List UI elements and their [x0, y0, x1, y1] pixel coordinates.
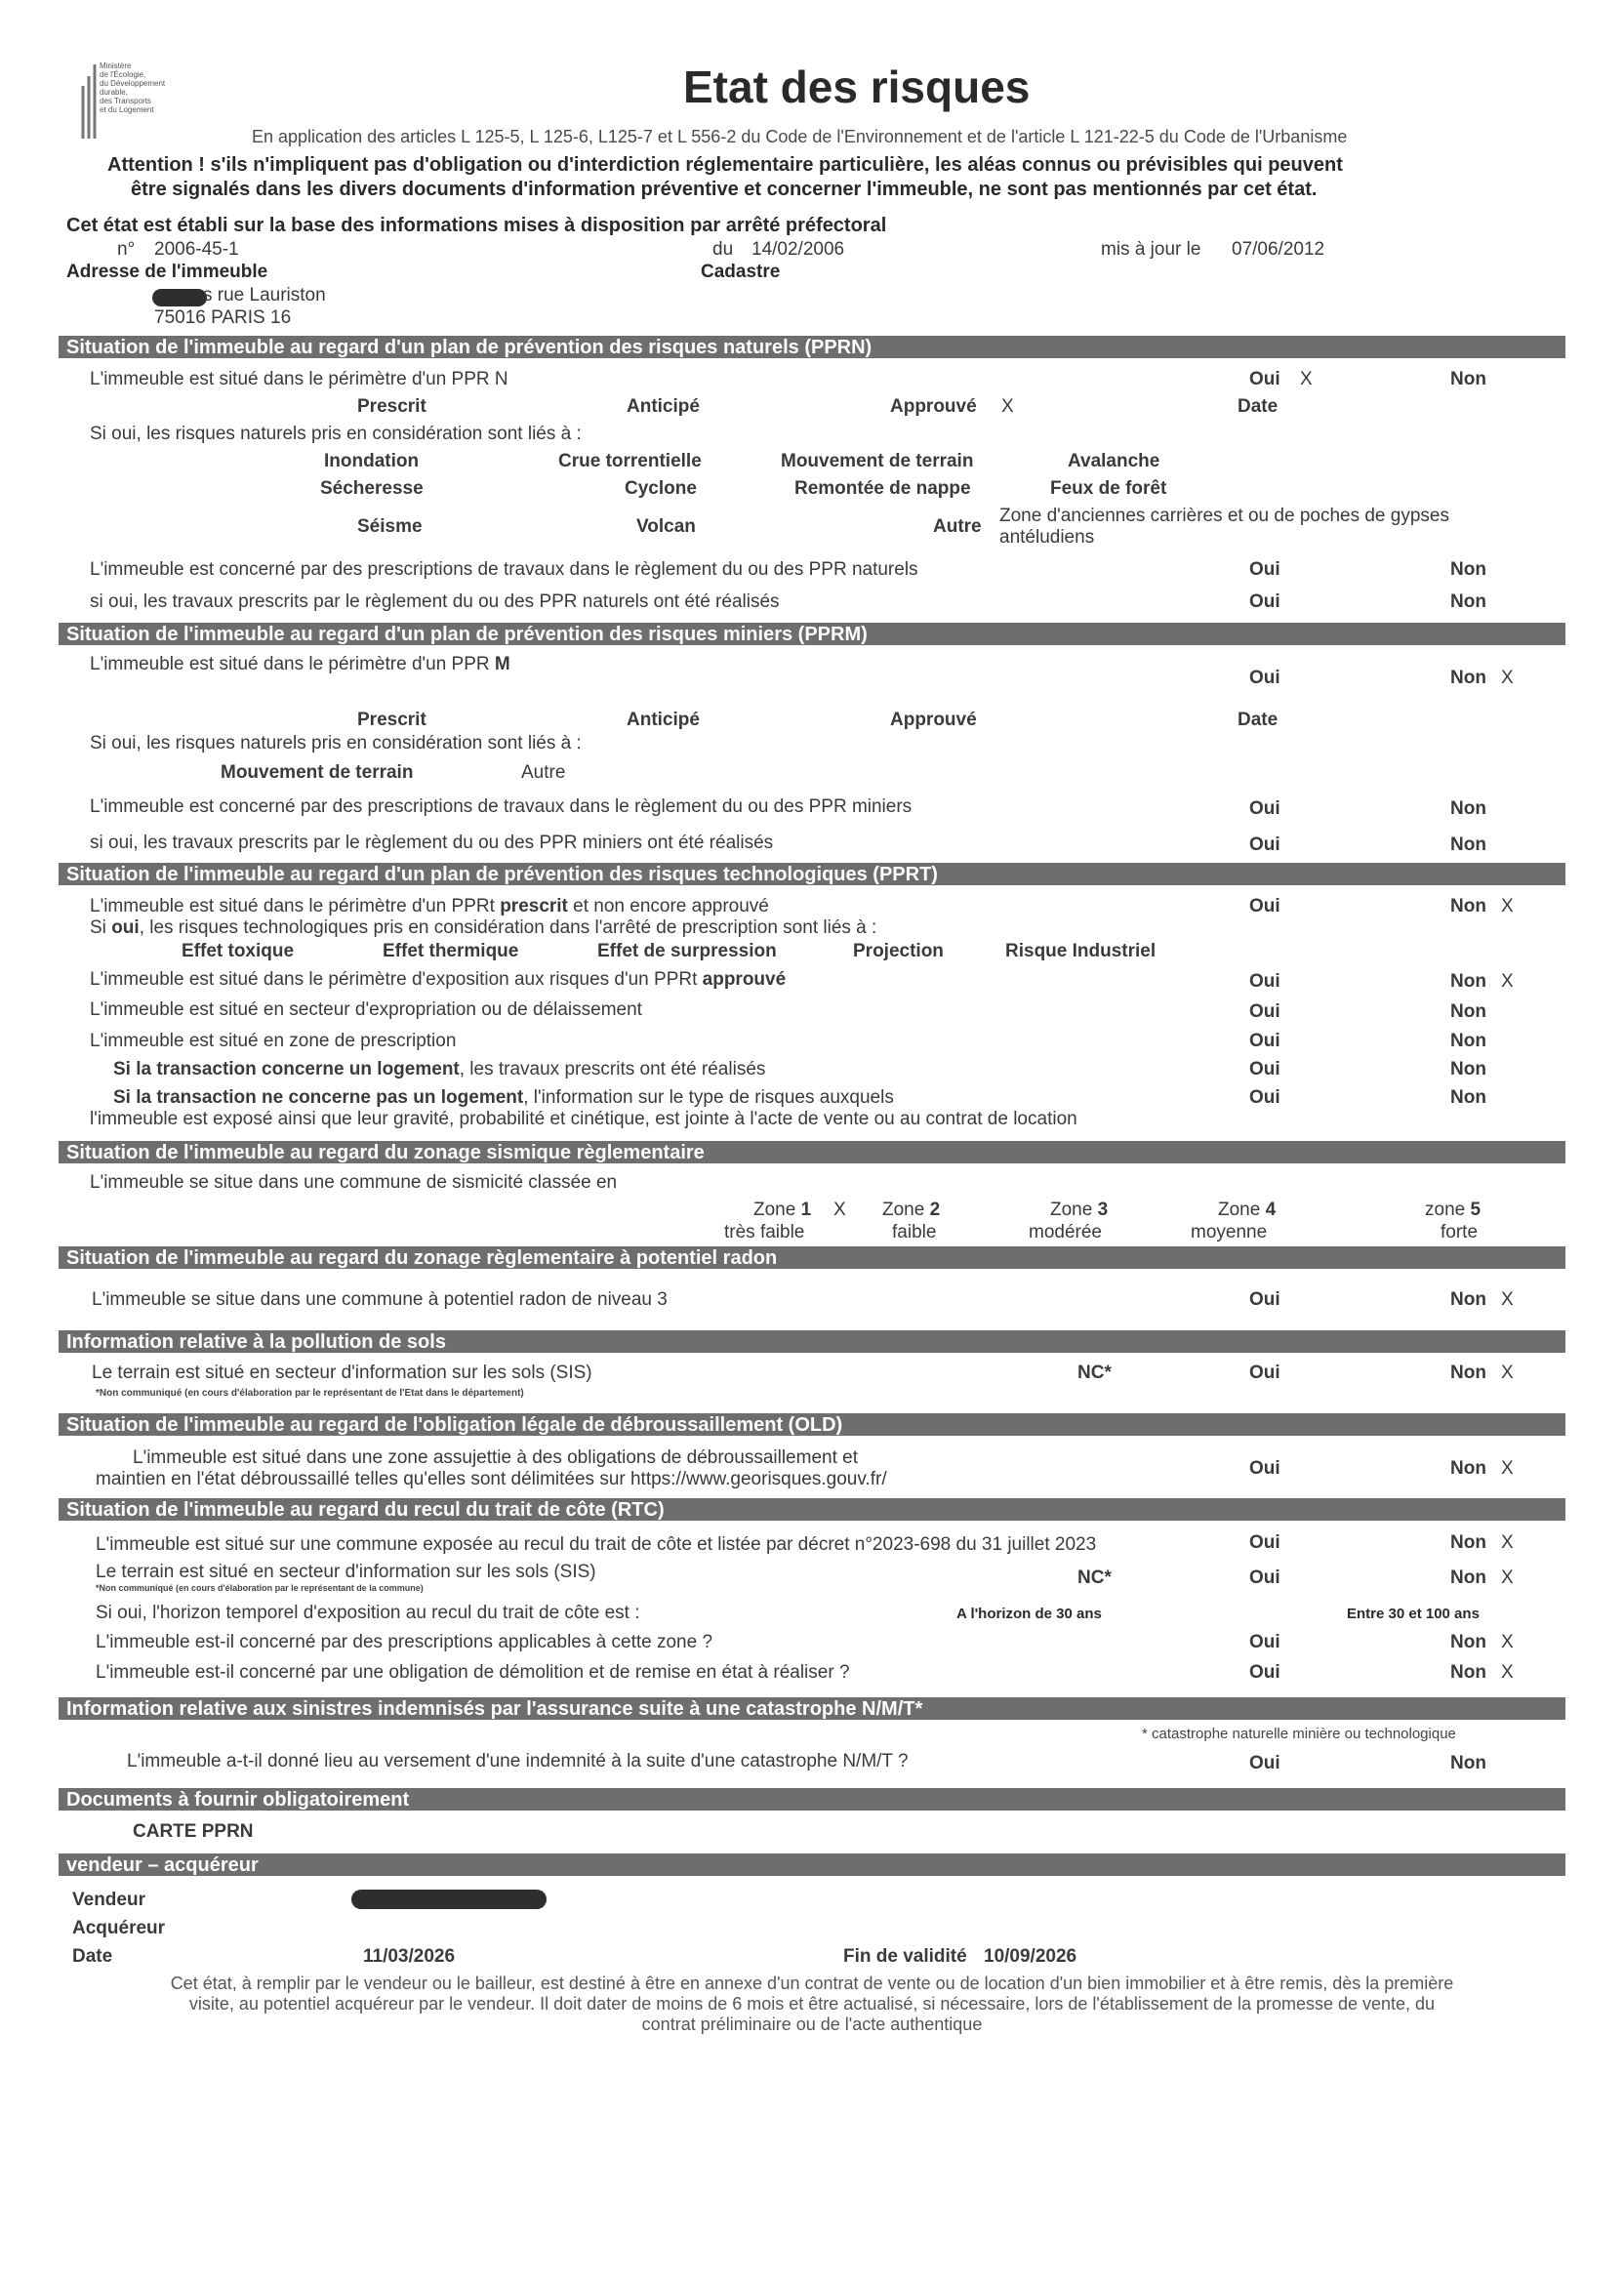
pprt-l2b: oui: [111, 917, 140, 938]
pprt-l1b: prescrit: [500, 896, 568, 916]
old-non-mark: X: [1501, 1458, 1514, 1479]
pprt-line-8: l'immeuble est exposé ainsi que leur gravité, probabilité et cinétique, est jointe à l'acte de vente ou au contrat de location: [90, 1109, 1077, 1129]
zone-3-label: modérée: [1029, 1222, 1102, 1242]
zone-4-word: Zone: [1218, 1200, 1261, 1220]
date-value: 11/03/2026: [363, 1946, 456, 1967]
pprt-l1a: L'immeuble est situé dans le périmètre d'un PPRt: [90, 896, 495, 916]
pprm-prescriptions-oui: Oui: [1249, 798, 1280, 819]
rtc-l5-non-mark: X: [1501, 1662, 1514, 1683]
pprt-l6-non: Non: [1450, 1059, 1486, 1079]
footer-line-1: Cet état, à remplir par le vendeur ou le bailleur, est destiné à être en annexe d'un contrat de vente ou de location d'un bien immobilier et à être remis, dès la première: [170, 1974, 1454, 1993]
pprn-perimetre-oui: Oui: [1249, 369, 1280, 389]
pprn-travaux: si oui, les travaux prescrits par le règlement du ou des PPR naturels ont été réalisés: [90, 591, 780, 612]
rtc-line-3: Si oui, l'horizon temporel d'exposition au recul du trait de côte est :: [96, 1603, 640, 1623]
pprt-line-4: L'immeuble est situé en secteur d'expropriation ou de délaissement: [90, 999, 642, 1020]
risk-secheresse: Sécheresse: [320, 478, 424, 499]
rtc-l5-oui: Oui: [1249, 1662, 1280, 1683]
risk-inondation: Inondation: [324, 451, 420, 471]
risk-mouvement: Mouvement de terrain: [781, 451, 974, 471]
risk-autre-value-1: Zone d'anciennes carrières et ou de poches de gypses: [999, 506, 1449, 526]
attention-line-1: Attention ! s'ils n'impliquent pas d'obligation ou d'interdiction réglementaire particulière, les aléas connus ou prévisibles qui peuvent: [107, 154, 1343, 176]
radon-line: L'immeuble se situe dans une commune à potentiel radon de niveau 3: [92, 1289, 668, 1310]
zone-2: [882, 1200, 940, 1221]
section-parties-header: [59, 1853, 1565, 1876]
sinistres-line: L'immeuble a-t-il donné lieu au versement d'une indemnité à la suite d'une catastrophe N/M/T ?: [127, 1751, 909, 1771]
pprm-perimetre-text: L'immeuble est situé dans le périmètre d'un PPR: [90, 654, 490, 674]
radon-oui: Oui: [1249, 1289, 1280, 1310]
pprn-perimetre-non: Non: [1450, 369, 1486, 389]
zone-2-num: 2: [929, 1200, 941, 1220]
zone-2-label: faible: [892, 1222, 937, 1242]
pprm-date: Date: [1238, 710, 1279, 730]
footer-line-2: visite, au potentiel acquéreur par le vendeur. Il doit dater de moins de 6 mois et être actualisé, si nécessaire, lors de l'établissement de la promesse de vente, du: [188, 1994, 1436, 2014]
pollution-note: *Non communiqué (en cours d'élaboration par le représentant de l'Etat dans le département): [96, 1388, 524, 1399]
old-oui: Oui: [1249, 1458, 1280, 1479]
pprn-prescriptions: L'immeuble est concerné par des prescriptions de travaux dans le règlement du ou des PPR naturels: [90, 559, 918, 580]
effet-thermique: Effet thermique: [383, 941, 519, 961]
acquereur-label: Acquéreur: [72, 1918, 166, 1938]
zone-1-word: Zone: [753, 1200, 796, 1220]
sinistres-oui: Oui: [1249, 1753, 1280, 1773]
pprm-travaux-non: Non: [1450, 835, 1486, 855]
rtc-l1-oui: Oui: [1249, 1532, 1280, 1553]
zone-1-mark: X: [833, 1200, 846, 1220]
section-pprm-header: [59, 623, 1565, 645]
pollution-non-mark: X: [1501, 1363, 1514, 1383]
section-sinistres-title: Information relative aux sinistres indemnisés par l'assurance suite à une catastrophe N/M/T*: [66, 1698, 923, 1720]
pollution-oui: Oui: [1249, 1363, 1280, 1383]
zone-2-word: Zone: [882, 1200, 925, 1220]
rtc-line-5: L'immeuble est-il concerné par une obligation de démolition et de remise en état à réaliser ?: [96, 1662, 850, 1683]
section-pprm-title: Situation de l'immeuble au regard d'un plan de prévention des risques miniers (PPRM): [66, 624, 868, 645]
pprm-travaux-oui: Oui: [1249, 835, 1280, 855]
pprn-approuve: Approuvé: [890, 396, 977, 417]
rtc-l2-oui: Oui: [1249, 1568, 1280, 1588]
base-intro: Cet état est établi sur la base des informations mises à disposition par arrêté préfectoral: [66, 215, 887, 236]
pprt-l3a: L'immeuble est situé dans le périmètre d'exposition aux risques d'un PPRt: [90, 969, 698, 990]
rtc-line-1: L'immeuble est situé sur une commune exposée au recul du trait de côte et listée par décret n°2023-698 du 31 juillet 2023: [96, 1534, 1097, 1555]
radon-non-mark: X: [1501, 1289, 1514, 1310]
section-pollution-title: Information relative à la pollution de sols: [66, 1331, 446, 1353]
pprn-perimetre: L'immeuble est situé dans le périmètre d'un PPR N: [90, 369, 508, 389]
rtc-l2-non-mark: X: [1501, 1568, 1514, 1588]
rtc-l1-non-mark: X: [1501, 1532, 1514, 1553]
cadastre-label: Cadastre: [701, 262, 781, 282]
sinistres-note: * catastrophe naturelle minière ou technologique: [1142, 1726, 1456, 1742]
pprn-perimetre-oui-mark: X: [1300, 369, 1313, 389]
pprt-l3b: approuvé: [702, 969, 787, 990]
pprn-approuve-mark: X: [1001, 396, 1014, 417]
effet-surpression: Effet de surpression: [597, 941, 777, 961]
rtc-l2-non: Non: [1450, 1568, 1486, 1588]
pprn-travaux-oui: Oui: [1249, 591, 1280, 612]
pprt-l2a: Si: [90, 917, 106, 938]
pprm-prescriptions-non: Non: [1450, 798, 1486, 819]
maj-label: mis à jour le: [1101, 239, 1201, 260]
document-item: CARTE PPRN: [133, 1821, 254, 1842]
du-label: du: [712, 239, 734, 260]
section-sismique-title: Situation de l'immeuble au regard du zonage sismique règlementaire: [66, 1142, 705, 1163]
rtc-horizon-100: Entre 30 et 100 ans: [1347, 1606, 1480, 1622]
pprt-l7a: Si la transaction ne concerne pas un logement: [113, 1087, 524, 1108]
risk-feux: Feux de forêt: [1050, 478, 1167, 499]
zone-5: [1425, 1200, 1481, 1221]
rtc-l1-non: Non: [1450, 1532, 1486, 1553]
attention-line-2: être signalés dans les divers documents d'information préventive et concerner l'immeuble, ne sont pas mentionnés par cet état.: [131, 179, 1318, 200]
section-pprn-header: [59, 336, 1565, 358]
pprm-prescrit: Prescrit: [357, 710, 426, 730]
arrete-number: 2006-45-1: [154, 239, 239, 260]
effet-projection: Projection: [853, 941, 944, 961]
section-old-header: [59, 1413, 1565, 1436]
pprt-line-3: [90, 969, 786, 991]
address-line-2: 75016 PARIS 16: [154, 307, 292, 328]
zone-3-num: 3: [1097, 1200, 1109, 1220]
risk-volcan: Volcan: [636, 516, 696, 537]
rtc-line-2: Le terrain est situé en secteur d'information sur les sols (SIS): [96, 1562, 596, 1582]
pprt-l6a: Si la transaction concerne un logement: [113, 1059, 460, 1079]
rtc-l4-non-mark: X: [1501, 1632, 1514, 1652]
section-sismique-header: [59, 1141, 1565, 1163]
pprt-l3-non-mark: X: [1501, 971, 1514, 992]
pprt-l6-oui: Oui: [1249, 1059, 1280, 1079]
risk-cyclone: Cyclone: [625, 478, 697, 499]
effet-risque-industriel: Risque Industriel: [1005, 941, 1157, 961]
pollution-line: Le terrain est situé en secteur d'information sur les sols (SIS): [92, 1363, 592, 1383]
pprt-l4-non: Non: [1450, 1001, 1486, 1022]
pprt-line-7: [113, 1087, 894, 1109]
date-label: Date: [72, 1946, 113, 1967]
section-documents-header: [59, 1788, 1565, 1811]
n-label: n°: [117, 239, 136, 260]
pprm-mouvement: Mouvement de terrain: [221, 762, 414, 783]
pprt-line-5: L'immeuble est situé en zone de prescription: [90, 1031, 457, 1051]
rtc-l4-oui: Oui: [1249, 1632, 1280, 1652]
arrete-date: 14/02/2006: [751, 239, 845, 260]
pprt-l1-non: Non: [1450, 896, 1486, 916]
old-line-2: maintien en l'état débroussaillé telles qu'elles sont délimitées sur https://www.georisques.gouv.fr/: [96, 1469, 887, 1489]
pprt-l3-oui: Oui: [1249, 971, 1280, 992]
pprt-l7b: , l'information sur le type de risques auxquels: [523, 1087, 894, 1108]
pprn-prescriptions-oui: Oui: [1249, 559, 1280, 580]
pprm-perimetre-m: M: [494, 654, 510, 674]
rtc-l4-non: Non: [1450, 1632, 1486, 1652]
pprn-si-oui: Si oui, les risques naturels pris en considération sont liés à :: [90, 424, 582, 444]
adresse-label: Adresse de l'immeuble: [66, 262, 268, 282]
redacted-vendeur-name: [351, 1890, 547, 1909]
risk-nappe: Remontée de nappe: [794, 478, 971, 499]
pprt-l2c: , les risques technologiques pris en considération dans l'arrêté de prescription sont liés à :: [139, 917, 877, 938]
zone-1: [753, 1200, 811, 1221]
page-title: Etat des risques: [683, 61, 1031, 112]
pprt-l5-oui: Oui: [1249, 1031, 1280, 1051]
rtc-horizon-30: A l'horizon de 30 ans: [956, 1606, 1102, 1622]
zone-3: [1050, 1200, 1108, 1221]
pprt-l3-non: Non: [1450, 971, 1486, 992]
pprt-l1-oui: Oui: [1249, 896, 1280, 916]
pprn-anticipe: Anticipé: [627, 396, 700, 417]
zone-3-word: Zone: [1050, 1200, 1093, 1220]
redacted-street-number: [152, 289, 207, 306]
section-pprt-header: [59, 863, 1565, 885]
vendeur-label: Vendeur: [72, 1890, 145, 1910]
sismique-line: L'immeuble se situe dans une commune de sismicité classée en: [90, 1172, 618, 1193]
rtc-line-4: L'immeuble est-il concerné par des prescriptions applicables à cette zone ?: [96, 1632, 713, 1652]
section-old-title: Situation de l'immeuble au regard de l'obligation légale de débroussaillement (OLD): [66, 1414, 843, 1436]
fin-validite-value: 10/09/2026: [984, 1946, 1077, 1967]
pollution-nc: NC*: [1077, 1363, 1112, 1383]
pprm-approuve: Approuvé: [890, 710, 977, 730]
zone-5-num: 5: [1470, 1200, 1482, 1220]
section-sinistres-header: [59, 1697, 1565, 1720]
zone-4-num: 4: [1265, 1200, 1277, 1220]
zone-4-label: moyenne: [1191, 1222, 1268, 1242]
ministry-name: Ministère de l'Écologie, du Développement durable, des Transports et du Logement: [100, 61, 166, 114]
zone-5-label: forte: [1441, 1222, 1479, 1242]
section-radon-title: Situation de l'immeuble au regard du zonage règlementaire à potentiel radon: [66, 1247, 778, 1269]
pprn-travaux-non: Non: [1450, 591, 1486, 612]
pprn-prescriptions-non: Non: [1450, 559, 1486, 580]
pprm-prescriptions: L'immeuble est concerné par des prescriptions de travaux dans le règlement du ou des PPR miniers: [90, 796, 913, 817]
sinistres-non: Non: [1450, 1753, 1486, 1773]
maj-date: 07/06/2012: [1232, 239, 1325, 260]
subtitle: En application des articles L 125-5, L 125-6, L125-7 et L 556-2 du Code de l'Environnement et de l'article L 121-22-5 du Code de l'Urbanisme: [252, 127, 1348, 146]
rtc-l5-non: Non: [1450, 1662, 1486, 1683]
footer-line-3: contrat préliminaire ou de l'acte authentique: [641, 2015, 983, 2034]
section-documents-title: Documents à fournir obligatoirement: [66, 1789, 410, 1811]
pprn-date: Date: [1238, 396, 1279, 417]
section-pprt-title: Situation de l'immeuble au regard d'un plan de prévention des risques technologiques (PPRT): [66, 864, 938, 885]
section-rtc-title: Situation de l'immeuble au regard du recul du trait de côte (RTC): [66, 1499, 665, 1521]
section-radon-header: [59, 1246, 1565, 1269]
section-rtc-header: [59, 1498, 1565, 1521]
pprt-l7-oui: Oui: [1249, 1087, 1280, 1108]
pprt-line-2: [90, 917, 876, 939]
radon-non: Non: [1450, 1289, 1486, 1310]
pprm-anticipe: Anticipé: [627, 710, 700, 730]
risk-autre-value-2: antéludiens: [999, 527, 1095, 548]
pprm-perimetre: [90, 654, 510, 675]
section-pollution-header: [59, 1330, 1565, 1353]
pprt-l7-non: Non: [1450, 1087, 1486, 1108]
risk-avalanche: Avalanche: [1068, 451, 1160, 471]
section-pprn-title: Situation de l'immeuble au regard d'un plan de prévention des risques naturels (PPRN): [66, 337, 873, 358]
zone-1-label: très faible: [724, 1222, 805, 1242]
pollution-non: Non: [1450, 1363, 1486, 1383]
ministry-logo: [80, 57, 100, 141]
pprt-l1-non-mark: X: [1501, 896, 1514, 916]
rtc-nc: NC*: [1077, 1568, 1112, 1588]
risk-crue: Crue torrentielle: [558, 451, 702, 471]
pprt-l4-oui: Oui: [1249, 1001, 1280, 1022]
pprm-perimetre-non-mark: X: [1501, 668, 1514, 688]
pprm-perimetre-non: Non: [1450, 668, 1486, 688]
old-line-1: L'immeuble est situé dans une zone assujettie à des obligations de débroussaillement et: [133, 1447, 858, 1468]
effet-toxique: Effet toxique: [182, 941, 295, 961]
pprt-line-1: [90, 896, 769, 917]
fin-validite-label: Fin de validité: [843, 1946, 967, 1967]
pprm-travaux: si oui, les travaux prescrits par le règlement du ou des PPR miniers ont été réalisés: [90, 833, 774, 853]
risk-seisme: Séisme: [357, 516, 423, 537]
zone-5-word: zone: [1425, 1200, 1466, 1220]
pprm-si-oui: Si oui, les risques naturels pris en considération sont liés à :: [90, 733, 582, 753]
pprt-l1c: et non encore approuvé: [573, 896, 769, 916]
rtc-line-2-note: *Non communiqué (en cours d'élaboration par le représentant de la commune): [96, 1583, 424, 1593]
pprt-l6b: , les travaux prescrits ont été réalisés: [459, 1059, 766, 1079]
address-line-1: s rue Lauriston: [203, 285, 326, 305]
pprm-perimetre-oui: Oui: [1249, 668, 1280, 688]
section-parties-title: vendeur – acquéreur: [66, 1854, 259, 1876]
risk-autre: Autre: [933, 516, 982, 537]
zone-1-num: 1: [800, 1200, 812, 1220]
pprt-l5-non: Non: [1450, 1031, 1486, 1051]
pprm-autre: Autre: [521, 762, 566, 783]
zone-4: [1218, 1200, 1276, 1221]
pprn-prescrit: Prescrit: [357, 396, 426, 417]
pprt-line-6: [113, 1059, 765, 1080]
footer-note: [0, 1974, 1624, 2035]
old-non: Non: [1450, 1458, 1486, 1479]
